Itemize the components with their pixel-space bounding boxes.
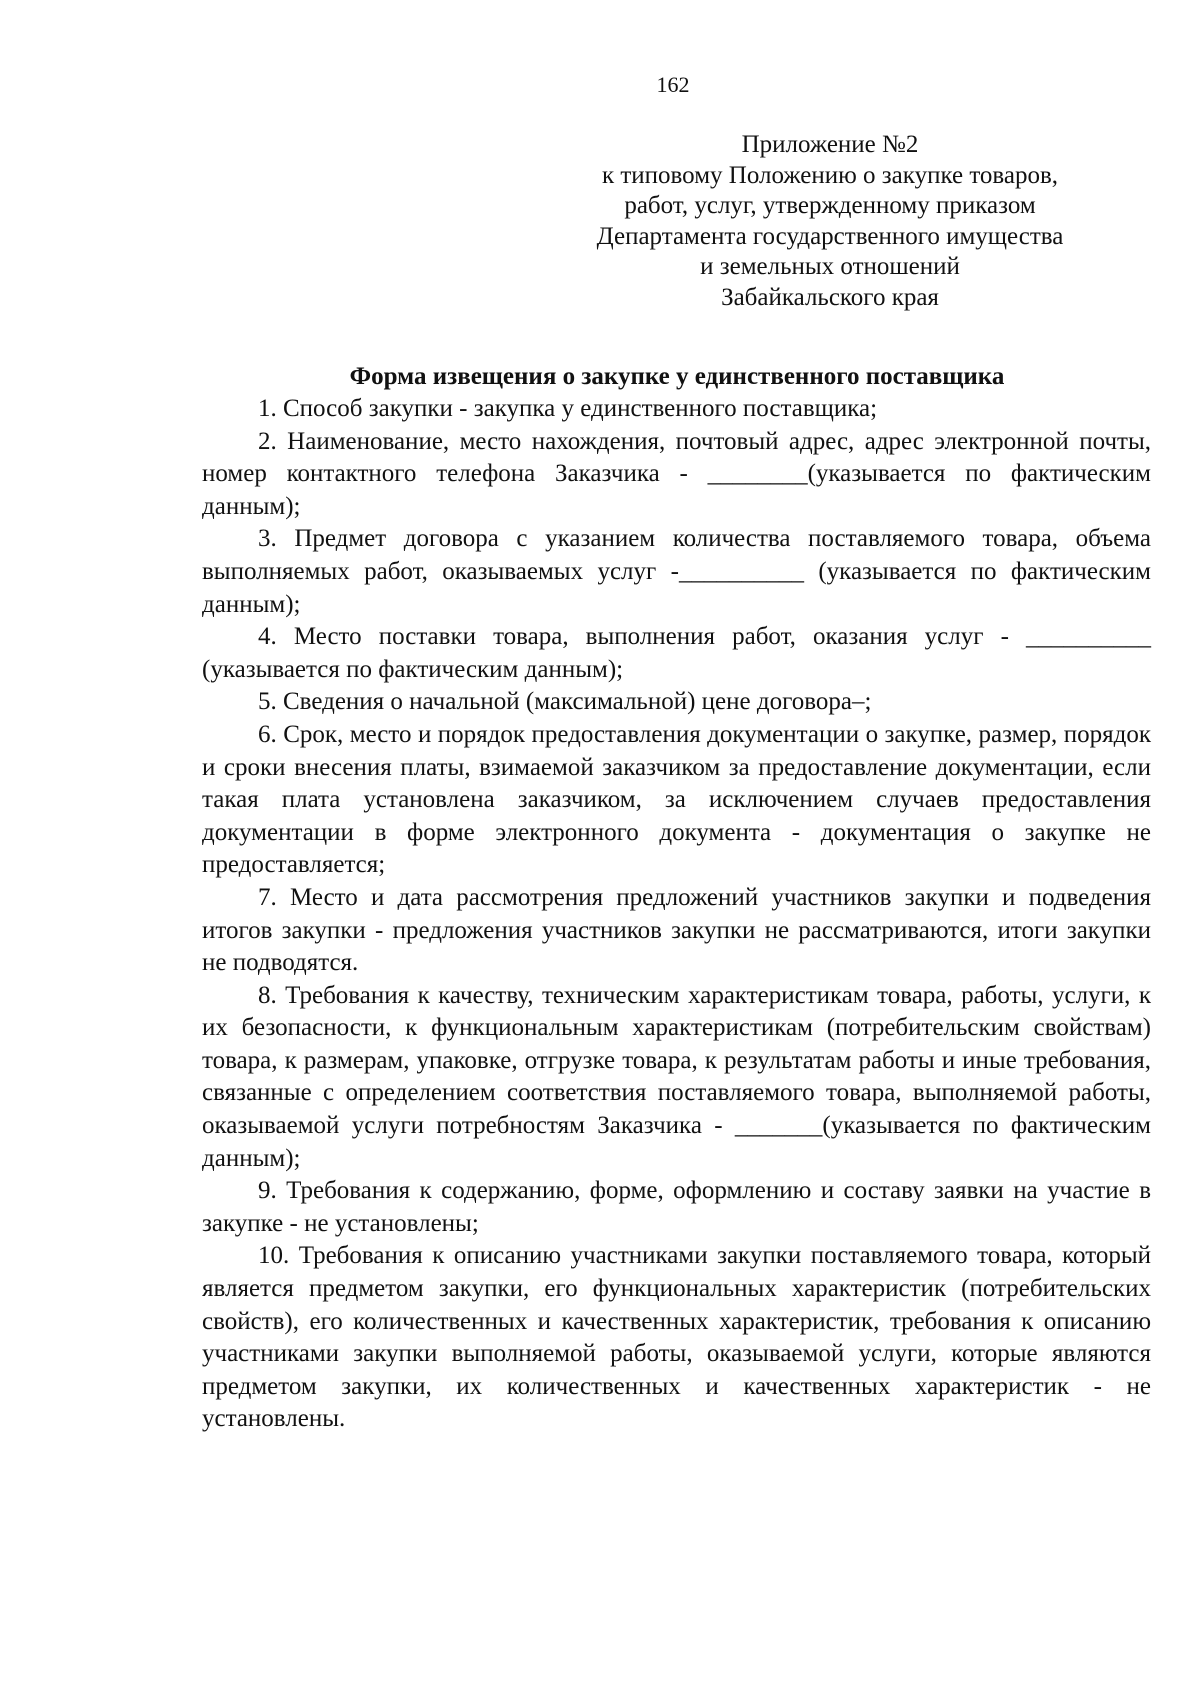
appendix-line: Забайкальского края: [721, 283, 939, 311]
notice-item-4: 4. Место поставки товара, выполнения работ, оказания услуг - __________ (указывается по фактическим данным);: [202, 623, 1151, 683]
form-title: Форма извещения о закупке у единственного поставщика: [349, 363, 1005, 390]
notice-item-3: 3. Предмет договора с указанием количества поставляемого товара, объема выполняемых работ, оказываемых услуг -__________ (указывается по фактическим данным);: [202, 525, 1151, 618]
page-number-text: 162: [656, 72, 690, 97]
appendix-line: и земельных отношений: [700, 253, 960, 280]
page-number: [0, 72, 1200, 98]
notice-item-9: 9. Требования к содержанию, форме, оформлению и составу заявки на участие в закупке - не установлены;: [202, 1177, 1151, 1237]
appendix-line: Приложение №2: [741, 131, 919, 158]
notice-item-7: 7. Место и дата рассмотрения предложений участников закупки и подведения итогов закупки - предложения участников закупки не рассматриваются, итоги закупки не подводятся.: [202, 883, 1151, 977]
notice-item-5: 5. Сведения о начальной (максимальной) цене договора–;: [258, 688, 872, 716]
notice-item-6: 6. Срок, место и порядок предоставления документации о закупке, размер, порядок и сроки внесения платы, взимаемой заказчиком за предоставление документации, если такая плата установлена заказчиком, за исключением случаев предоставления документации в форме электронного документа - документация о закупке не предоставляется;: [202, 720, 1151, 879]
appendix-header: [560, 130, 1100, 313]
appendix-line: к типовому Положению о закупке товаров,: [601, 161, 1059, 189]
appendix-line: Департамента государственного имущества: [596, 222, 1064, 250]
notice-item-8: 8. Требования к качеству, техническим характеристикам товара, работы, услуги, к их безопасности, к функциональным характеристикам (потребительским свойствам) товара, к размерам, упаковке, отгрузке товара, к результатам работы и иные требования, связанные с определением соответствия поставляемого товара, выполняемой работы, оказываемой услуги потребностям Заказчика - _______(указывается по фактическим данным);: [202, 981, 1151, 1172]
notice-item-10: 10. Требования к описанию участниками закупки поставляемого товара, который является предметом закупки, его функциональных характеристик (потребительских свойств), его количественных и качественных характеристик, требования к описанию участниками закупки выполняемой работы, оказываемой услуги, которые являются предметом закупки, их количественных и качественных характеристик - не установлены.: [202, 1242, 1151, 1433]
notice-item-1: 1. Способ закупки - закупка у единственного поставщика;: [258, 395, 878, 422]
notice-items: [202, 393, 1151, 1436]
appendix-line: работ, услуг, утвержденному приказом: [624, 192, 1036, 219]
notice-item-2: 2. Наименование, место нахождения, почтовый адрес, адрес электронной почты, номер контактного телефона Заказчика - ________(указывается по фактическим данным);: [202, 427, 1151, 520]
